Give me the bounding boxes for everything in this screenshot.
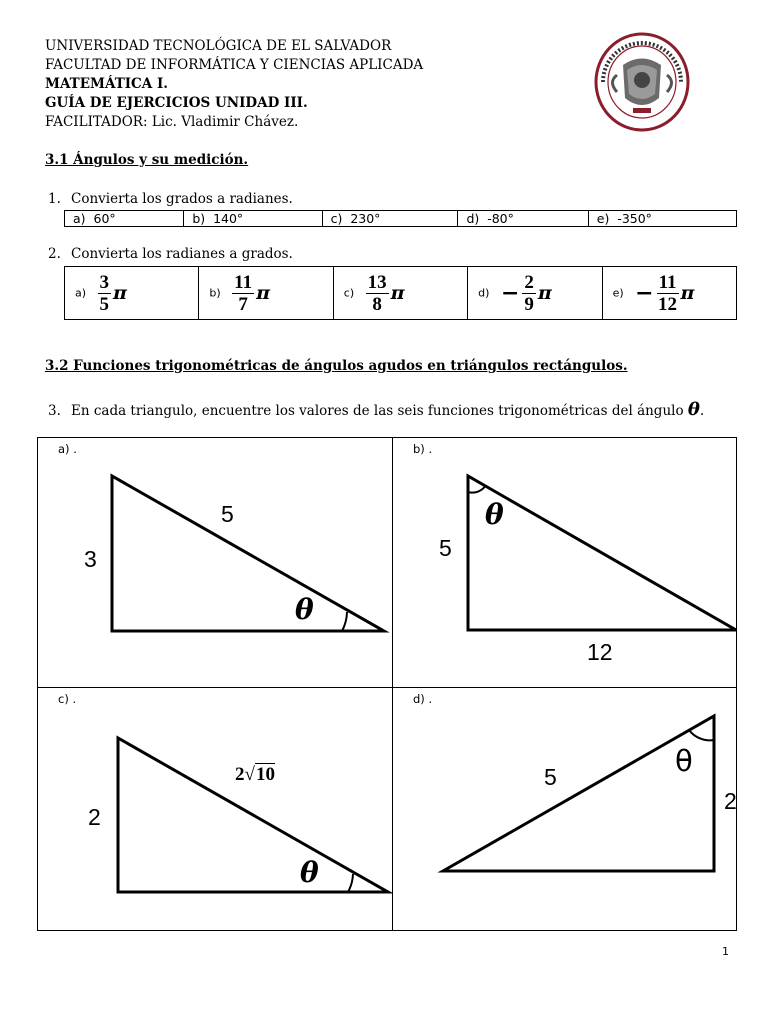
- triangles-grid: [37, 437, 737, 931]
- page-number: 1: [722, 945, 729, 958]
- document-header: [45, 37, 423, 132]
- section-3-2-title: 3.2 Funciones trigonométricas de ángulos agudos en triángulos rectángulos.: [45, 358, 628, 374]
- triangle-d-theta: θ: [675, 744, 693, 778]
- guide-title: GUÍA DE EJERCICIOS UNIDAD III.: [45, 95, 308, 111]
- triangle-d-label: d) .: [413, 692, 433, 706]
- university-seal-logo: [593, 30, 691, 134]
- question-3: 3. En cada triangulo, encuentre los valores de las seis funciones trigonométricas del ángulo θ.: [48, 399, 705, 420]
- triangle-a-side-3: 3: [84, 546, 97, 572]
- section-3-1-title: 3.1 Ángulos y su medición.: [45, 152, 249, 168]
- triangle-d-hypotenuse-5: 5: [544, 764, 557, 790]
- radian-item-c: c) $\frac{13}{8}$ π: [333, 267, 467, 320]
- question-1-number: 1.: [48, 191, 61, 207]
- triangle-b-shape: [393, 438, 736, 687]
- question-1-text: Convierta los grados a radianes.: [71, 191, 293, 207]
- radian-item-b: b) $\frac{11}{7}$ π: [199, 267, 333, 320]
- question-2: [48, 246, 293, 262]
- triangle-b-side-12: 12: [587, 639, 613, 665]
- degrees-table: [64, 210, 737, 227]
- triangle-a-theta: θ: [295, 593, 314, 626]
- degree-item-e: e) -350°: [588, 211, 736, 227]
- triangle-d-shape: [393, 688, 736, 930]
- university-name: UNIVERSIDAD TECNOLÓGICA DE EL SALVADOR: [45, 38, 392, 54]
- triangle-cell-d: [393, 688, 736, 930]
- triangle-b-label: b) .: [413, 442, 433, 456]
- question-2-number: 2.: [48, 246, 61, 262]
- question-3-text: En cada triangulo, encuentre los valores de las seis funciones trigonométricas del ángulo: [71, 403, 684, 419]
- triangle-c-label: c) .: [58, 692, 77, 706]
- triangle-c-theta: θ: [300, 856, 319, 889]
- degree-item-a: a) 60°: [65, 211, 184, 227]
- radian-item-d: d) − $\frac{2}{9}$ π: [468, 267, 602, 320]
- triangle-cell-b: [393, 438, 736, 687]
- radian-item-e: e) − $\frac{11}{12}$ π: [602, 267, 736, 320]
- triangle-a-label: a) .: [58, 442, 77, 456]
- theta-symbol: θ: [687, 399, 700, 420]
- degree-item-d: d) -80°: [458, 211, 588, 227]
- facilitator: FACILITADOR: Lic. Vladimir Chávez.: [45, 114, 299, 130]
- question-3-number: 3.: [48, 403, 61, 419]
- triangle-c-hypotenuse: 2√10: [235, 764, 275, 785]
- triangle-b-theta: θ: [485, 498, 504, 531]
- question-2-text: Convierta los radianes a grados.: [71, 246, 293, 262]
- radian-item-a: a) $\frac{3}{5}$ π: [65, 267, 199, 320]
- triangle-c-side-2: 2: [88, 804, 101, 830]
- question-1: [48, 191, 293, 207]
- degree-item-b: b) 140°: [184, 211, 322, 227]
- triangle-cell-c: [38, 688, 392, 930]
- course-name: MATEMÁTICA I.: [45, 76, 168, 92]
- triangle-d-side-2: 2: [724, 788, 737, 814]
- triangle-cell-a: [38, 438, 392, 687]
- triangle-a-hypotenuse-5: 5: [221, 501, 234, 527]
- radians-table: [64, 266, 737, 320]
- triangle-b-side-5: 5: [439, 535, 452, 561]
- degree-item-c: c) 230°: [322, 211, 458, 227]
- faculty-name: FACULTAD DE INFORMÁTICA Y CIENCIAS APLICADA: [45, 57, 424, 73]
